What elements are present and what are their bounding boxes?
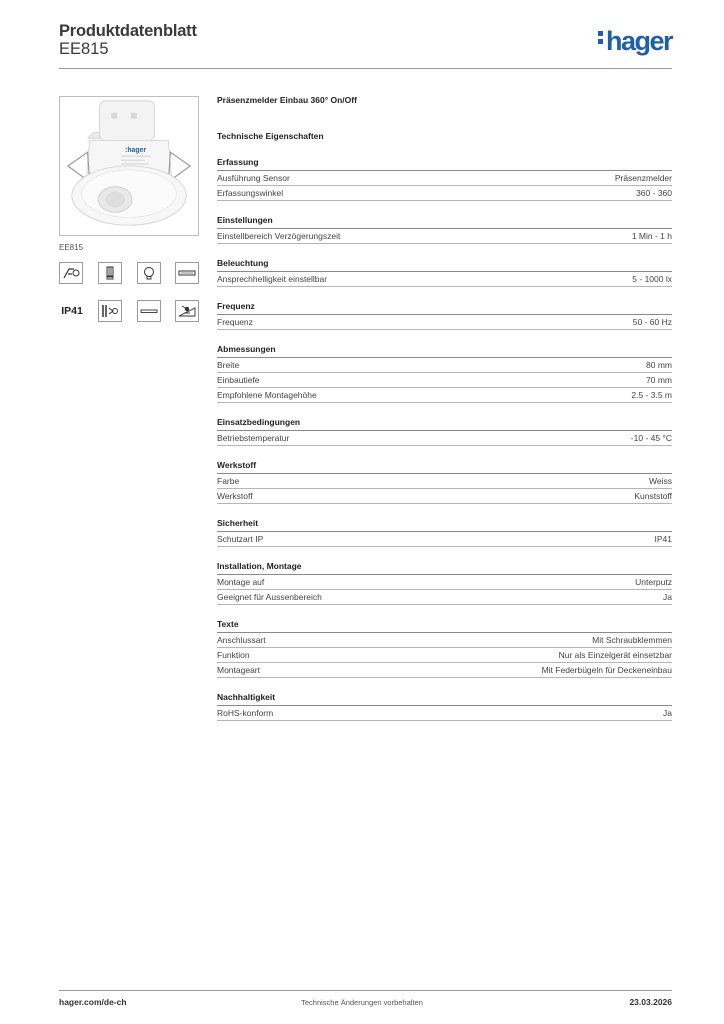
spec-row xyxy=(217,590,672,605)
ceiling-mount-icon xyxy=(175,300,199,322)
spec-row xyxy=(217,633,672,648)
ip-rating-badge: IP41 xyxy=(61,305,83,317)
hager-logo xyxy=(598,26,672,57)
spec-group-title: Frequenz xyxy=(217,301,672,315)
section-title: Technische Eigenschaften xyxy=(217,131,324,141)
spec-row xyxy=(217,186,672,201)
spec-value: 50 - 60 Hz xyxy=(632,317,672,327)
spec-group-title: Abmessungen xyxy=(217,344,672,358)
spec-label: Werkstoff xyxy=(217,491,253,501)
spec-row xyxy=(217,532,672,547)
spec-label: Einbautiefe xyxy=(217,375,260,385)
spec-group-title: Einsatzbedingungen xyxy=(217,417,672,431)
linear-lamp-icon xyxy=(175,262,199,284)
spec-row xyxy=(217,489,672,504)
spec-label: Geeignet für Aussenbereich xyxy=(217,592,322,602)
spec-row xyxy=(217,431,672,446)
spec-value: IP41 xyxy=(654,534,672,544)
tube-lamp-icon xyxy=(137,300,161,322)
spec-group xyxy=(217,344,672,403)
spec-label: Frequenz xyxy=(217,317,253,327)
spec-group xyxy=(217,460,672,504)
footer-website: hager.com/de-ch xyxy=(59,997,127,1007)
product-code: EE815 xyxy=(59,40,109,58)
spec-value: 360 - 360 xyxy=(636,188,672,198)
spec-label: RoHS-konform xyxy=(217,708,274,718)
spec-label: Montageart xyxy=(217,665,260,675)
logo-dots-icon xyxy=(598,28,604,47)
fluorescent-lamp-icon xyxy=(98,262,122,284)
spec-group xyxy=(217,301,672,330)
spec-group-title: Werkstoff xyxy=(217,460,672,474)
spec-value: 80 mm xyxy=(646,360,672,370)
spec-value: Ja xyxy=(663,708,672,718)
spec-group xyxy=(217,561,672,605)
footer-notice: Technische Änderungen vorbehalten xyxy=(301,998,423,1007)
specifications-panel xyxy=(217,95,672,721)
spec-label: Breite xyxy=(217,360,240,370)
spec-group xyxy=(217,157,672,201)
spec-group-title: Sicherheit xyxy=(217,518,672,532)
spec-row xyxy=(217,229,672,244)
spec-value: 1 Min - 1 h xyxy=(631,231,672,241)
spec-label: Schutzart IP xyxy=(217,534,264,544)
spec-value: Weiss xyxy=(649,476,672,486)
spec-value: Präsenzmelder xyxy=(614,173,672,183)
header-divider xyxy=(59,68,672,69)
presence-detector-icon xyxy=(59,262,83,284)
ceiling-sensor-icon xyxy=(98,300,122,322)
spec-group-title: Nachhaltigkeit xyxy=(217,692,672,706)
spec-value: Nur als Einzelgerät einsetzbar xyxy=(558,650,672,660)
image-caption: EE815 xyxy=(59,243,84,252)
spec-label: Anschlussart xyxy=(217,635,266,645)
spec-label: Erfassungswinkel xyxy=(217,188,284,198)
footer-date: 23.03.2026 xyxy=(629,997,672,1007)
product-title: Präsenzmelder Einbau 360° On/Off xyxy=(217,95,357,105)
svg-text::hager: :hager xyxy=(125,147,147,155)
spec-value: Unterputz xyxy=(635,577,672,587)
spec-value: Mit Schraubklemmen xyxy=(592,635,672,645)
spec-row xyxy=(217,706,672,721)
spec-row xyxy=(217,663,672,678)
spec-group-title: Texte xyxy=(217,619,672,633)
spec-row xyxy=(217,315,672,330)
spec-group xyxy=(217,692,672,721)
spec-label: Farbe xyxy=(217,476,240,486)
spec-group xyxy=(217,619,672,678)
spec-group-title: Erfassung xyxy=(217,157,672,171)
spec-value: Kunststoff xyxy=(634,491,672,501)
spec-row xyxy=(217,648,672,663)
spec-label: Betriebstemperatur xyxy=(217,433,290,443)
spec-groups xyxy=(217,157,672,721)
spec-group xyxy=(217,258,672,287)
product-image xyxy=(59,96,199,236)
spec-group xyxy=(217,518,672,547)
spec-group xyxy=(217,215,672,244)
footer-divider xyxy=(59,990,672,991)
spec-group-title: Installation, Montage xyxy=(217,561,672,575)
spec-label: Empfohlene Montagehöhe xyxy=(217,390,317,400)
spec-label: Einstellbereich Verzögerungszeit xyxy=(217,231,341,241)
presence-sensor-illustration xyxy=(60,97,198,235)
spec-label: Ausführung Sensor xyxy=(217,173,290,183)
spec-group xyxy=(217,417,672,446)
spec-row xyxy=(217,575,672,590)
spec-row xyxy=(217,474,672,489)
spec-group-title: Beleuchtung xyxy=(217,258,672,272)
spec-value: 2.5 - 3.5 m xyxy=(631,390,672,400)
page-header xyxy=(59,20,672,70)
spec-label: Funktion xyxy=(217,650,250,660)
spec-row xyxy=(217,272,672,287)
incandescent-bulb-icon xyxy=(137,262,161,284)
spec-label: Montage auf xyxy=(217,577,265,587)
spec-row xyxy=(217,171,672,186)
spec-label: Ansprechhelligkeit einstellbar xyxy=(217,274,328,284)
spec-value: -10 - 45 °C xyxy=(630,433,672,443)
spec-group-title: Einstellungen xyxy=(217,215,672,229)
spec-row xyxy=(217,358,672,373)
document-title: Produktdatenblatt xyxy=(59,22,197,40)
spec-row xyxy=(217,388,672,403)
spec-value: Mit Federbügeln für Deckeneinbau xyxy=(541,665,672,675)
logo-text: hager xyxy=(605,26,672,56)
spec-value: 5 - 1000 lx xyxy=(632,274,672,284)
spec-row xyxy=(217,373,672,388)
spec-value: 70 mm xyxy=(646,375,672,385)
spec-value: Ja xyxy=(663,592,672,602)
